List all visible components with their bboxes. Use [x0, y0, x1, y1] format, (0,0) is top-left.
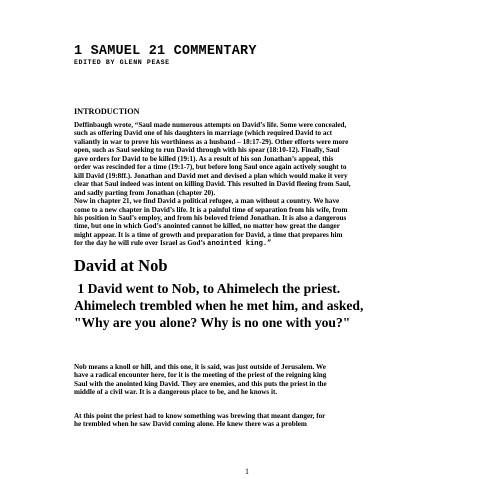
intro-last-line-text: for the day he will rule over Israel as God’s [74, 239, 208, 248]
commentary-paragraph [74, 412, 424, 429]
section-heading: David at Nob [74, 256, 168, 275]
intro-paragraph [74, 121, 424, 249]
paragraph-line: he trembled when he saw David coming alone. He knew there was a problem [74, 420, 307, 429]
intro-line: and sadly parting from Jonathan (chapter 20). [74, 188, 216, 197]
intro-line: open, such as Saul seeking to run David through with his spear (18:10-12). Finally, Saul [74, 146, 340, 155]
verse-line: Ahimelech trembled when he met him, and asked, [74, 298, 364, 313]
paragraph-line: middle of a civil war. It is a dangerous place to be, and he knows it. [74, 388, 278, 397]
paragraph-line: have a radical encounter here, for it is the meeting of the priest of the reigning king [74, 371, 327, 380]
intro-line: might appear. It is a time of growth and preparation for David, a time that prepares him [74, 230, 343, 239]
intro-line: come to a new chapter in David’s life. It is a painful time of separation from his wife, from [74, 205, 348, 214]
paragraph-line: At this point the priest had to know something was brewing that meant danger, for [74, 412, 326, 420]
document-title: 1 SAMUEL 21 COMMENTARY [74, 44, 257, 59]
intro-line: order was rescinded for a time (19:1-7), but before long Saul once again actively sought to [74, 163, 347, 172]
intro-line: Deffinbaugh wrote, “Saul made numerous attempts on David’s life. Some were concealed, [74, 121, 347, 129]
intro-line: clear that Saul indeed was intent on killing David. This resulted in David fleeing from Saul, [74, 180, 351, 189]
page-number: 1 [245, 467, 249, 476]
verse-line: "Why are you alone? Why is no one with you?" [74, 315, 351, 330]
intro-line: kill David (19:8ff.). Jonathan and David met and devised a plan which would make it very [74, 171, 348, 180]
editor-credit: EDITED BY GLENN PEASE [74, 59, 170, 66]
intro-last-line-mono: anointed king.” [207, 240, 272, 249]
intro-heading: INTRODUCTION [74, 107, 140, 116]
scripture-verse [74, 280, 434, 331]
intro-line: valiantly in war to prove his worthiness as a husband – 18:17-29). Other efforts were more [74, 137, 349, 146]
intro-line: Now in chapter 21, we find David a political refugee, a man without a country. We have [74, 197, 340, 206]
paragraph-line: Nob means a knoll or hill, and this one, it is said, was just outside of Jerusalem. We [74, 363, 326, 371]
intro-last-line [74, 239, 424, 248]
intro-line: his position in Saul’s employ, and from his beloved friend Jonathan. It is also a dangerous [74, 213, 347, 222]
intro-line: time, but one in which God’s anointed cannot be killed, no matter how great the danger [74, 222, 340, 231]
commentary-paragraph [74, 363, 424, 397]
intro-line: such as offering David one of his daughters in marriage (which required David to act [74, 129, 332, 138]
verse-line: 1 David went to Nob, to Ahimelech the priest. [74, 281, 341, 296]
paragraph-line: Saul with the anointed king David. They are enemies, and this puts the priest in the [74, 379, 327, 388]
intro-line: gave orders for David to be killed (19:1). As a result of his son Jonathan’s appeal, this [74, 154, 334, 163]
